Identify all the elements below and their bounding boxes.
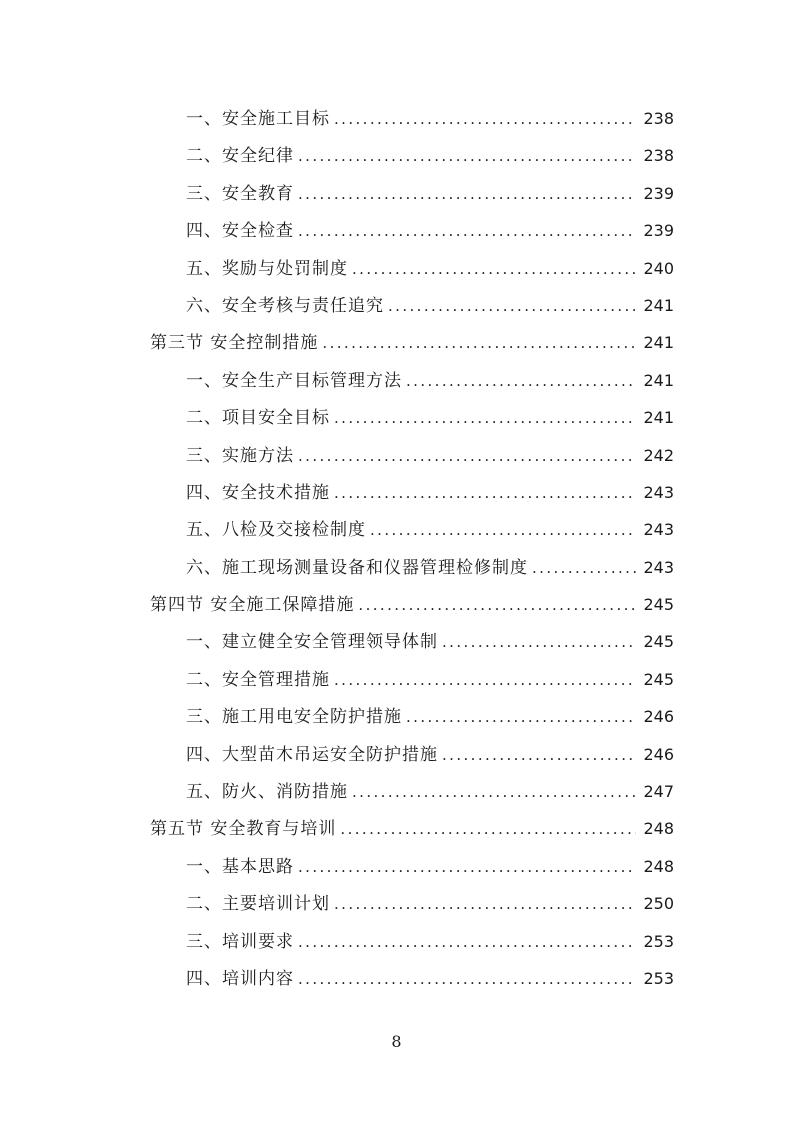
toc-entry-label: 三、实施方法 (186, 445, 294, 466)
toc-leader-dots (532, 550, 636, 587)
toc-entry-page: 241 (643, 333, 674, 353)
toc-entry-label: 二、项目安全目标 (186, 408, 330, 429)
toc-entry-label: 二、主要培训计划 (186, 894, 330, 915)
toc-subsection-entry[interactable] (150, 736, 674, 773)
toc-entry-page: 242 (643, 445, 674, 465)
toc-subsection-entry[interactable] (150, 175, 674, 212)
toc-leader-dots (334, 662, 636, 699)
toc-entry-page: 247 (643, 782, 674, 802)
toc-entry-page: 253 (643, 931, 674, 951)
toc-entry-page: 243 (643, 482, 674, 502)
toc-leader-dots (334, 101, 636, 138)
toc-subsection-entry[interactable] (150, 474, 674, 511)
toc-leader-dots (298, 176, 636, 213)
toc-leader-dots (298, 138, 636, 175)
toc-entry-label: 三、安全教育 (186, 183, 294, 204)
toc-subsection-entry[interactable] (150, 437, 674, 474)
toc-leader-dots (298, 961, 636, 998)
toc-section-entry[interactable] (150, 810, 674, 847)
toc-subsection-entry[interactable] (150, 960, 674, 997)
toc-entry-page: 248 (643, 819, 674, 839)
table-of-contents (150, 100, 674, 997)
toc-entry-label: 一、基本思路 (186, 856, 294, 877)
toc-entry-page: 239 (643, 221, 674, 241)
toc-leader-dots (298, 438, 636, 475)
toc-entry-page: 245 (643, 595, 674, 615)
toc-subsection-entry[interactable] (150, 511, 674, 548)
toc-entry-label: 五、防火、消防措施 (186, 782, 348, 803)
toc-entry-page: 238 (643, 146, 674, 166)
toc-entry-label: 第四节 安全施工保障措施 (150, 595, 355, 616)
toc-leader-dots (406, 699, 636, 736)
toc-entry-label: 五、奖励与处罚制度 (186, 258, 348, 279)
toc-entry-label: 一、安全施工目标 (186, 109, 330, 129)
toc-entry-page: 253 (643, 968, 674, 988)
toc-entry-page: 246 (643, 744, 674, 764)
toc-subsection-entry[interactable] (150, 100, 674, 137)
toc-leader-dots (442, 737, 636, 774)
toc-leader-dots (340, 811, 636, 848)
toc-leader-dots (370, 512, 636, 549)
toc-subsection-entry[interactable] (150, 698, 674, 735)
toc-subsection-entry[interactable] (150, 623, 674, 660)
toc-entry-label: 三、施工用电安全防护措施 (186, 707, 402, 728)
toc-entry-page: 250 (643, 894, 674, 914)
toc-entry-label: 一、安全生产目标管理方法 (186, 370, 402, 391)
toc-subsection-entry[interactable] (150, 848, 674, 885)
toc-subsection-entry[interactable] (150, 250, 674, 287)
toc-subsection-entry[interactable] (150, 399, 674, 436)
toc-entry-label: 五、八检及交接检制度 (186, 520, 366, 541)
toc-section-entry[interactable] (150, 324, 674, 361)
toc-entry-label: 四、大型苗木吊运安全防护措施 (186, 744, 438, 765)
toc-entry-label: 第五节 安全教育与培训 (150, 819, 337, 840)
toc-leader-dots (388, 288, 636, 325)
toc-leader-dots (334, 886, 636, 923)
toc-entry-page: 239 (643, 183, 674, 203)
toc-entry-label: 二、安全纪律 (186, 146, 294, 167)
toc-subsection-entry[interactable] (150, 287, 674, 324)
toc-leader-dots (442, 624, 636, 661)
toc-subsection-entry[interactable] (150, 885, 674, 922)
toc-entry-page: 243 (643, 557, 674, 577)
toc-entry-label: 四、培训内容 (186, 968, 294, 989)
toc-entry-page: 246 (643, 707, 674, 727)
toc-entry-page: 238 (643, 109, 674, 128)
page-number: 8 (391, 1032, 402, 1051)
toc-entry-label: 三、培训要求 (186, 931, 294, 952)
toc-entry-label: 六、施工现场测量设备和仪器管理检修制度 (186, 557, 528, 578)
toc-entry-label: 第三节 安全控制措施 (150, 333, 319, 354)
toc-subsection-entry[interactable] (150, 773, 674, 810)
toc-entry-page: 245 (643, 669, 674, 689)
toc-entry-page: 241 (643, 408, 674, 428)
toc-entry-page: 248 (643, 856, 674, 876)
toc-subsection-entry[interactable] (150, 137, 674, 174)
toc-leader-dots (298, 213, 636, 250)
toc-leader-dots (406, 363, 636, 400)
toc-subsection-entry[interactable] (150, 549, 674, 586)
toc-entry-label: 四、安全检查 (186, 221, 294, 242)
toc-leader-dots (352, 251, 636, 288)
toc-entry-label: 一、建立健全安全管理领导体制 (186, 632, 438, 653)
toc-entry-page: 245 (643, 632, 674, 652)
toc-subsection-entry[interactable] (150, 661, 674, 698)
toc-entry-page: 243 (643, 520, 674, 540)
toc-leader-dots (334, 475, 636, 512)
toc-leader-dots (358, 587, 636, 624)
toc-entry-label: 二、安全管理措施 (186, 669, 330, 690)
toc-subsection-entry[interactable] (150, 362, 674, 399)
toc-leader-dots (334, 400, 636, 437)
toc-entry-label: 六、安全考核与责任追究 (186, 295, 384, 316)
toc-leader-dots (352, 774, 636, 811)
toc-section-entry[interactable] (150, 586, 674, 623)
toc-entry-page: 241 (643, 370, 674, 390)
toc-leader-dots (298, 924, 636, 961)
toc-entry-label: 四、安全技术措施 (186, 482, 330, 503)
toc-subsection-entry[interactable] (150, 212, 674, 249)
toc-subsection-entry[interactable] (150, 923, 674, 960)
toc-leader-dots (322, 325, 636, 362)
toc-leader-dots (298, 849, 636, 886)
toc-entry-page: 241 (643, 295, 674, 315)
toc-entry-page: 240 (643, 258, 674, 278)
